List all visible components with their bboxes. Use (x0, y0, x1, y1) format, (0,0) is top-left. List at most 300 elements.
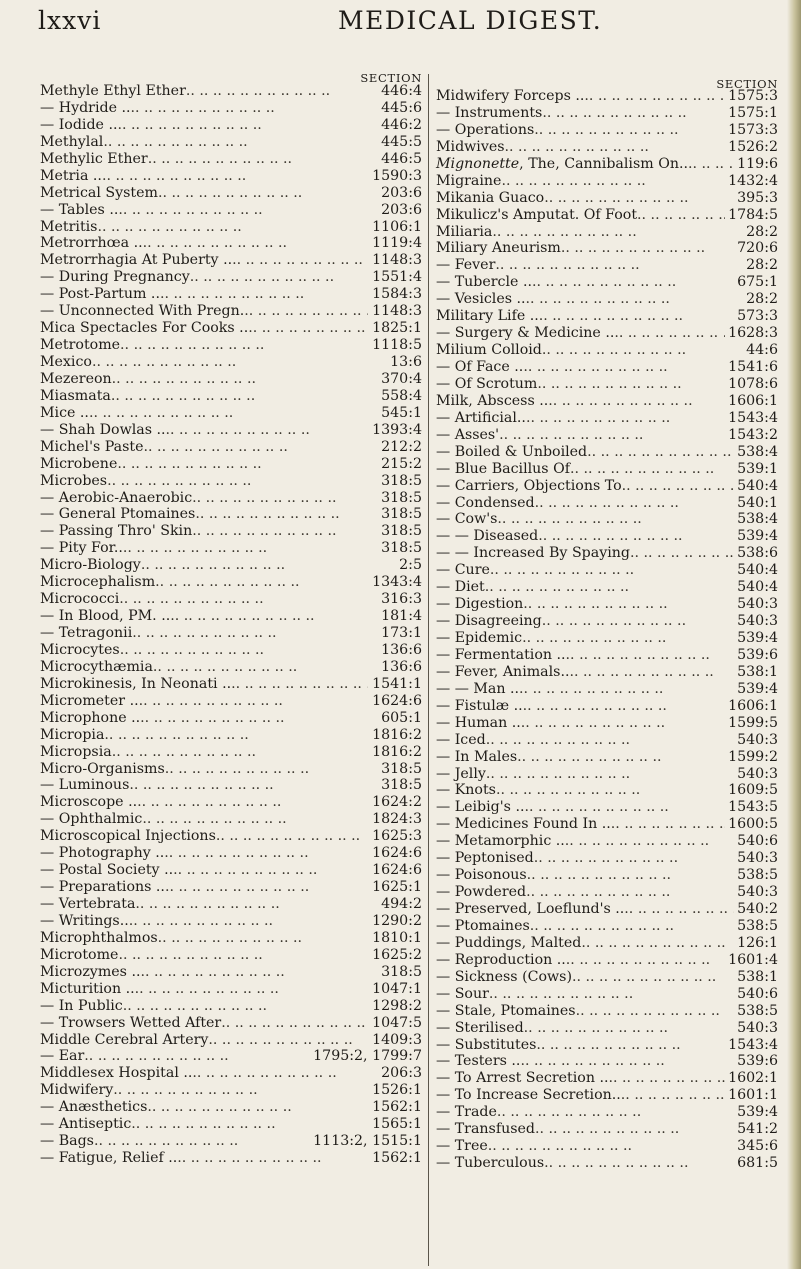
index-entry (40, 134, 422, 151)
index-entry (436, 799, 778, 816)
index-term: Midwifery Forceps .. (436, 88, 585, 104)
dot-leader (561, 240, 734, 257)
dot-leader (522, 630, 734, 647)
dot-leader (544, 190, 734, 207)
index-term: Mice .. (40, 404, 89, 421)
index-entry (40, 811, 422, 828)
index-entry (436, 257, 778, 274)
index-term: — Cure (436, 562, 490, 579)
section-reference: 1432:4 (728, 172, 778, 189)
index-term: — Of Scrotum (436, 375, 538, 392)
section-reference: 316:3 (381, 591, 422, 608)
index-entry (40, 1133, 422, 1150)
section-reference: 318:5 (381, 760, 422, 777)
section-reference: 540:2 (737, 901, 778, 917)
index-term: — Fever (436, 257, 496, 274)
dot-leader (535, 495, 735, 512)
dot-leader (104, 727, 368, 744)
section-reference: 538:4 (737, 511, 778, 528)
section-reference: 1601:1 (728, 1087, 778, 1104)
index-term: Midwifery (40, 1082, 114, 1099)
dot-leader (92, 354, 386, 371)
index-term: — Leibig's .. (436, 799, 525, 816)
index-term: Micturition .. (40, 980, 135, 997)
section-reference: 1599:5 (728, 714, 778, 731)
section-reference: 1624:6 (372, 692, 422, 709)
dot-leader (123, 540, 377, 557)
index-entry (40, 693, 422, 710)
index-term: — Sickness (Cows) (436, 968, 572, 985)
index-term: Micropsia (40, 743, 112, 760)
section-reference: 446:2 (381, 116, 422, 133)
dot-leader (622, 478, 734, 495)
index-entry (40, 574, 422, 591)
index-entry (40, 591, 422, 608)
index-entry (40, 523, 422, 540)
section-reference: 1824:3 (372, 811, 422, 828)
dot-leader (534, 122, 725, 139)
dot-leader (488, 1138, 734, 1155)
index-term: Migraine (436, 172, 502, 189)
index-term: — Substitutes (436, 1036, 537, 1053)
section-reference: 1816:2 (372, 743, 422, 760)
dot-leader (520, 1053, 734, 1070)
index-term: Microcytes (40, 641, 120, 658)
index-term: — Preserved, Loeflund's .. (436, 901, 625, 917)
dot-leader (158, 930, 368, 947)
index-entry (436, 1037, 778, 1054)
section-reference: 540:6 (737, 833, 778, 850)
section-reference: 539:4 (737, 528, 778, 545)
section-reference: 1543:4 (728, 1036, 778, 1053)
index-term: Microkinesis, In Neonati .. (40, 675, 232, 692)
section-reference: 605:1 (381, 709, 422, 726)
index-entry (40, 286, 422, 303)
index-term: — Stale, Ptomaines (436, 1002, 576, 1019)
dot-leader (505, 139, 726, 156)
dot-leader (232, 252, 368, 269)
index-term: — Hydride .. (40, 99, 131, 116)
index-term: Milk, Abscess .. (436, 392, 549, 409)
index-entry (436, 664, 778, 681)
index-term: Micro-Organisms (40, 760, 165, 777)
section-reference: 215:2 (381, 455, 422, 472)
section-reference: 545:1 (381, 404, 422, 421)
dot-leader (521, 715, 725, 732)
index-entry (436, 393, 778, 410)
dot-leader (497, 1104, 734, 1121)
section-reference: 1543:2 (728, 426, 778, 443)
dot-leader (94, 1133, 309, 1150)
index-entry (40, 1116, 422, 1133)
index-entry (40, 744, 422, 761)
section-reference: 1584:3 (372, 286, 422, 303)
dot-leader (537, 376, 725, 393)
index-term: — Jelly (436, 765, 486, 782)
section-reference: 1541:1 (372, 675, 422, 692)
section-column-heading: SECTION (716, 77, 778, 91)
index-term: — In Blood, PM. .. (40, 608, 171, 625)
section-reference: 1628:3 (728, 325, 778, 342)
section-reference: 1784:5 (728, 206, 778, 223)
dot-leader (524, 1020, 734, 1037)
index-entry (40, 303, 422, 320)
dot-leader (173, 862, 368, 879)
dot-leader (486, 766, 734, 783)
section-reference: 541:2 (737, 1121, 778, 1138)
page-edge-shadow (787, 0, 801, 1269)
index-term: Micrometer .. (40, 692, 139, 709)
index-entry (40, 845, 422, 862)
index-term: — Ear (40, 1048, 85, 1065)
section-reference: 538:1 (737, 663, 778, 680)
dot-leader (112, 371, 377, 388)
column-divider (428, 74, 429, 1266)
section-reference: 1526:2 (728, 138, 778, 155)
section-reference: 1600:5 (728, 816, 778, 833)
dot-leader (565, 833, 734, 850)
index-term: — Epidemic (436, 630, 523, 646)
index-term: — Vesicles .. (436, 291, 526, 308)
dot-leader (530, 918, 734, 935)
section-reference: 1543:4 (728, 409, 778, 426)
section-reference: 1575:3 (728, 88, 778, 104)
index-term: — Testers .. (436, 1053, 521, 1070)
section-reference: 539:4 (737, 1104, 778, 1121)
dot-leader (137, 794, 368, 811)
index-term: Microcephalism (40, 574, 156, 591)
index-term: — Blue Bacillus Of (436, 460, 570, 477)
dot-leader (112, 744, 368, 761)
index-entry (40, 320, 422, 337)
index-term: — Carriers, Objections To (436, 477, 622, 494)
dot-leader (485, 579, 734, 596)
dot-leader (231, 676, 368, 693)
index-term: — Postal Society .. (40, 862, 174, 879)
section-reference: 540:4 (737, 477, 778, 494)
dot-leader (84, 1048, 309, 1065)
section-reference: 1624:6 (372, 862, 422, 879)
page-title: MEDICAL DIGEST. (338, 6, 603, 35)
index-entry (40, 235, 422, 252)
index-term: Microphthalmos (40, 929, 158, 946)
index-term: Mezereon (40, 370, 112, 387)
index-entry (436, 833, 778, 850)
section-reference: 44:6 (746, 342, 778, 359)
dot-leader (103, 134, 377, 151)
index-entry (40, 659, 422, 676)
section-reference: 1602:1 (728, 1070, 778, 1087)
section-reference: 395:3 (737, 189, 778, 206)
index-term: — Ptomaines (436, 917, 530, 934)
section-reference: 1599:2 (728, 748, 778, 765)
index-term: — Metamorphic .. (436, 833, 565, 850)
index-term: — Boiled & Unboiled (436, 443, 588, 460)
dot-leader (216, 828, 368, 845)
section-reference: 318:5 (381, 506, 422, 523)
dot-leader (490, 562, 734, 579)
section-reference: 1590:3 (372, 167, 422, 184)
dot-leader (544, 1155, 734, 1172)
index-entry (40, 540, 422, 557)
right-entry-list (436, 88, 778, 1172)
dot-leader (524, 799, 725, 816)
index-entry (40, 777, 422, 794)
section-reference: 720:6 (737, 240, 778, 257)
section-reference: 1606:1 (728, 392, 778, 409)
index-entry (40, 947, 422, 964)
dot-leader (208, 1032, 368, 1049)
dot-leader (492, 224, 743, 241)
section-reference: 1624:6 (372, 845, 422, 862)
index-term: — Fever, Animals.. (436, 663, 570, 680)
index-term: Miasmata (40, 387, 111, 404)
index-entry (40, 1065, 422, 1082)
section-reference: 539:6 (737, 1053, 778, 1070)
index-term: Methylal (40, 133, 104, 150)
index-term: — Bags (40, 1133, 94, 1150)
dot-leader (120, 337, 368, 354)
index-term: Metrorrhœa .. (40, 235, 143, 252)
section-reference: 318:5 (381, 963, 422, 980)
section-reference: 540:3 (737, 765, 778, 782)
dot-leader (190, 269, 368, 286)
section-reference: 538:4 (737, 443, 778, 460)
dot-leader (119, 591, 377, 608)
dot-leader (166, 422, 369, 439)
index-term: Microbene (40, 455, 118, 472)
dot-leader (542, 342, 743, 359)
section-reference: 1575:1 (728, 104, 778, 121)
dot-leader (611, 816, 725, 833)
index-term: — Post-Partum .. (40, 286, 160, 303)
dot-leader (111, 388, 377, 405)
section-reference: 540:3 (737, 850, 778, 867)
index-entry (40, 608, 422, 625)
section-reference: 1810:1 (372, 929, 422, 946)
section-reference: 1816:2 (372, 726, 422, 743)
index-entry (436, 376, 778, 393)
dot-leader (139, 693, 368, 710)
dot-leader (489, 986, 734, 1003)
index-term: Midwives (436, 138, 505, 155)
section-reference: 558:4 (381, 387, 422, 404)
dot-leader (496, 782, 725, 799)
section-reference: 1113:2, 1515:1 (313, 1133, 422, 1150)
index-term: — Ophthalmic (40, 811, 143, 828)
section-reference: 173:1 (381, 625, 422, 641)
dot-leader (501, 173, 725, 190)
index-entry (40, 862, 422, 879)
index-entry (436, 969, 778, 986)
index-entry (436, 274, 778, 291)
dot-leader (539, 308, 734, 325)
index-entry (436, 291, 778, 308)
section-reference: 538:5 (737, 1002, 778, 1019)
index-entry (40, 1032, 422, 1049)
section-reference: 203:6 (381, 201, 422, 218)
page-header (38, 6, 778, 48)
index-entry (40, 83, 422, 100)
index-entry (436, 105, 778, 122)
index-entry (40, 185, 422, 202)
section-reference: 318:5 (381, 523, 422, 540)
dot-leader (221, 1015, 368, 1032)
section-reference: 318:5 (381, 489, 422, 506)
index-entry (436, 850, 778, 867)
index-term: — — Man .. (436, 680, 520, 697)
section-reference: 1343:4 (372, 574, 422, 591)
dot-leader (160, 286, 368, 303)
index-term: — Diet (436, 579, 485, 596)
section-reference: 136:6 (381, 641, 422, 658)
section-reference: 136:6 (381, 658, 422, 675)
section-reference: 540:3 (737, 731, 778, 748)
index-term: — Reproduction .. (436, 951, 566, 968)
index-entry (436, 901, 778, 918)
index-entry (40, 1048, 422, 1065)
dot-leader (107, 473, 377, 490)
section-reference: 540:4 (737, 562, 778, 579)
index-entry (40, 269, 422, 286)
index-term: — Tree (436, 1138, 488, 1155)
index-term: — Human .. (436, 714, 521, 731)
page-number: lxxvi (38, 6, 102, 35)
dot-leader (630, 545, 734, 562)
index-entry (436, 173, 778, 190)
section-reference: 1541:6 (728, 359, 778, 375)
index-term: — Tubercle .. (436, 274, 532, 291)
section-reference: 1565:1 (372, 1116, 422, 1133)
index-term: — Unconnected With Pregn. (40, 303, 245, 320)
index-entry (40, 117, 422, 134)
dot-leader (523, 596, 734, 613)
index-entry (436, 766, 778, 783)
index-term: — Shah Dowlas .. (40, 421, 166, 438)
section-reference: 1562:1 (372, 1150, 422, 1167)
italic-term-part: Mignonette (436, 155, 520, 172)
index-entry (436, 1003, 778, 1020)
index-entry (40, 439, 422, 456)
index-entry (40, 405, 422, 422)
dot-leader (155, 574, 368, 591)
dot-leader (144, 439, 378, 456)
section-reference: 1543:5 (728, 799, 778, 816)
index-term: — Luminous (40, 777, 130, 794)
index-term: — Iced (436, 731, 486, 748)
index-entry (436, 630, 778, 647)
index-entry (40, 1015, 422, 1032)
index-term: Microbes (40, 472, 108, 489)
section-reference: 28:2 (746, 291, 778, 308)
index-term: Mica Spectacles For Cooks .. (40, 320, 249, 337)
dot-leader (572, 969, 734, 986)
dot-leader (526, 291, 744, 308)
index-term: — In Males (436, 748, 518, 765)
section-reference: 1562:1 (372, 1099, 422, 1116)
section-reference: 1118:5 (372, 337, 422, 354)
index-entry (40, 642, 422, 659)
index-term: — Trowsers Wetted After (40, 1014, 222, 1031)
index-term: — Iodide .. (40, 116, 118, 133)
section-reference: 538:1 (737, 968, 778, 985)
section-reference: 181:4 (381, 608, 422, 625)
index-term: — Asses' (436, 426, 500, 443)
index-entry (436, 511, 778, 528)
section-reference: 28:2 (746, 257, 778, 274)
dot-leader (117, 456, 377, 473)
dot-leader (120, 642, 377, 659)
section-reference: 1409:3 (372, 1031, 422, 1048)
dot-leader (614, 325, 725, 342)
index-term: — Tuberculous (436, 1155, 545, 1172)
dot-leader (519, 681, 734, 698)
index-entry (436, 935, 778, 952)
index-entry (436, 190, 778, 207)
dot-leader (584, 88, 725, 105)
index-entry (436, 918, 778, 935)
dot-leader (89, 405, 377, 422)
index-entry (40, 557, 422, 574)
index-entry (40, 168, 422, 185)
index-entry (40, 202, 422, 219)
index-term: Methylic Ether (40, 150, 148, 167)
section-reference: 538:6 (737, 545, 778, 562)
index-entry (436, 207, 778, 224)
dot-leader (526, 410, 725, 427)
index-entry (436, 495, 778, 512)
dot-leader (164, 845, 368, 862)
section-reference: 539:4 (737, 680, 778, 697)
index-term: — Transfused (436, 1121, 535, 1138)
index-entry (436, 342, 778, 359)
dot-leader (517, 749, 725, 766)
index-term: Miliaria (436, 223, 493, 240)
index-entry (436, 1087, 778, 1104)
index-term: — Powdered (436, 884, 527, 901)
index-entry (40, 337, 422, 354)
index-term: Metrotome (40, 337, 121, 354)
index-entry (40, 219, 422, 236)
index-term: Microcythæmia (40, 658, 153, 675)
index-entry (436, 715, 778, 732)
index-entry (436, 647, 778, 664)
index-entry (40, 473, 422, 490)
index-term: — Sterilised (436, 1019, 524, 1036)
dot-leader (570, 461, 734, 478)
index-term: Metria .. (40, 167, 102, 184)
index-entry (40, 388, 422, 405)
dot-leader (192, 523, 377, 540)
section-reference: 1298:2 (372, 997, 422, 1014)
index-entry (40, 371, 422, 388)
dot-leader (621, 1087, 725, 1104)
section-reference: 206:3 (381, 1065, 422, 1082)
index-term: — Digestion (436, 596, 524, 613)
index-entry (436, 478, 778, 495)
index-entry (436, 884, 778, 901)
section-reference: 1551:4 (372, 269, 422, 286)
index-term: — Fermentation .. (436, 646, 566, 663)
index-entry (40, 456, 422, 473)
section-reference: 1119:4 (372, 235, 422, 252)
index-term: Microscope .. (40, 794, 138, 811)
index-term: — Fatigue, Relief .. (40, 1150, 178, 1167)
index-entry (436, 427, 778, 444)
dot-leader (118, 947, 368, 964)
dot-leader (97, 219, 368, 236)
section-reference: 539:6 (737, 646, 778, 663)
